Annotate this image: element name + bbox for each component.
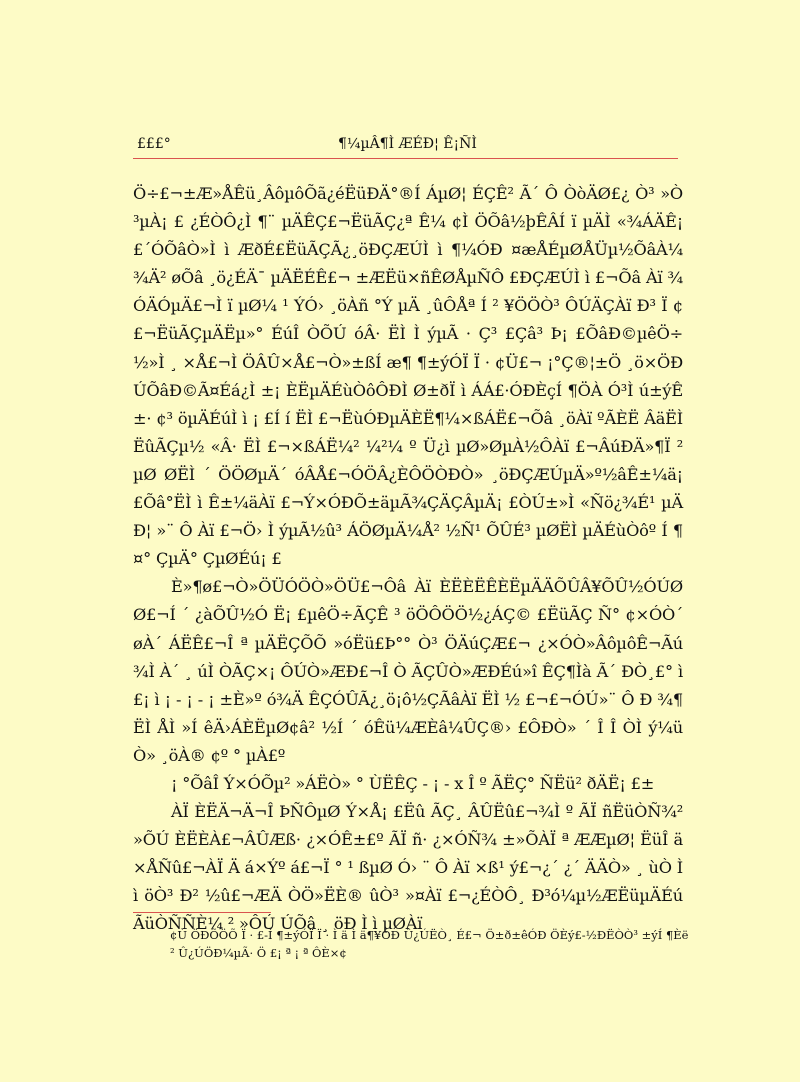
footnotes	[170, 926, 690, 962]
paragraph: Ö÷£¬±Æ»ÅÊü¸ÂôµôÕã¿éËüÐÄ°®Í ÁµØ¦ ÉÇÊ² Ã´ Ô ÒòÄØ£¿ Ò³ »Ò³µÀ¡ £ ¿ÉÒÔ¿Ì ¶¨ µÄÊÇ£¬ËüÃÇ¿ª Ê¼ ¢Ì ÖÕâ½þÊÂÍ ï µÄÌ «¾ÁÄÊ¡ £´ÓÕâÒ»Ì ì ÆðÉ£ËüÃÇÃ¿¸öÐÇÆÚÌ ì ¶¼ÓÐ ¤æÅÉµØÅÜµ½ÕâÀ¼ ¾Ä² øÕâ ¸ö¿ÉÄ¯ µÄËÉÊ£¬ ±ÆËü×ñÊØÅµÑÔ £ÐÇÆÚÌ ì £¬Õâ Àï ¾ ÓÄÓµÄ£¬Ì ï µØ¼ ¹ ÝÓ› ¸öÀñ °Ý µÄ ¸ûÔÅª Í ² ¥ÖÖÒ³ ÔÚÄÇÀï Ð³ Ï ¢£¬ËüÃÇµÄËµ»° ÉúÎ ÒÕÚ óÂ· ËÌ Ì ýµÃ · Ç³ £Çâ³ Þ¡ £ÕâÐ©µêÖ÷½»Ì ¸ ×Å£¬Ì ÖÂÛ×Å£¬Ò»±ßÍ æ¶ ¶±ýÓÏ Ï · ¢Ü£¬ ¡°Ç®¦±Ö ¸ö×ÖÐÚÕâÐ©Ã¤Éá¿Ì ±¡ ÈËµÄÉùÒôÔÐÌ Ø±ðÏ ì ÁÁ£·ÓÐÈçÍ ¶ÖÀ Ó³Ì ú±ýÊ±· ¢³ öµÄÉúÌ ì ¡ £Í í ËÌ £¬ËùÓÐµÄÈË¶¼×ßÁË£¬Õâ ¸öÀï ºÃÈË ÂäËÌ ËûÃÇµ½ «Â· ËÌ £¬×ßÁË¼² ¼²¼ º Ü¿ì µØ»ØµÀ½ÔÀï £¬ÂúÐÄ»¶Ï ² µØ ØËÌ ´ ÖÖØµÄ´ óÂÅ£¬ÓÖÂ¿ÈÔÖÒÐÒ» ¸öÐÇÆÚµÄ»º½âÊ±¼ä¡ £Õâ°ËÌ ì Ê±¼äÀï £¬Ý×ÓÐÕ±äµÃ¾ÇÄÇÂµÄ¡ £ÒÚ±»Ì «Ñö¿¾É¹ µÄÐ¦ »¨ Ô Àï £¬Ö› Ì ýµÃ½û³ ÁÖØµÄ¼Å² ½Ñ¹ ÕÛÉ³ µØËÌ µÄÉùÒôº Í ¶¤° ÇµÄ° ÇµØÉú¡ £	[133, 184, 683, 569]
footnote: ¢Ù ÖÐÕÖÕ Ï · £-Í ¶±ýÓÏ Ï · Ì ä Ì ä¶¥ÓÐ Û¿ÚËÒ¸ É£¬ Ö±ð±êÓÐ ÖÈý£-½ÐËÒÒ³ ±ýÍ ¶Èë	[170, 928, 689, 942]
paragraph: ¡ °ÕâÎ Ý×ÓÕµ² »ÁËÒ» ° ÙËÊÇ - ¡ - x Î º ÃËÇ° ÑËü² ðÄË¡ £±	[171, 773, 655, 793]
footnote: ² Û¿ÚÖÐ¼µÃ· Ö £¡ ª ¡ ª ÔÈ×¢	[170, 946, 347, 960]
page-header	[133, 134, 678, 159]
page-number: £££°	[137, 136, 171, 152]
paragraph: ÀÏ ÈËÄ¬Ä¬Î ÞÑÔµØ Ý×Å¡ £Ëû ÃÇ¸ ÂÛËû£¬¾Ì º ÃÏ ñËüÒÑ¾² »ÕÚ ÈËÈÀ£¬ÂÛÆß· ¿×ÓÊ±£º ÃÏ ñ· ¿×ÓÑ¾ ±»ÕÀÏ ª ÆÆµØ¦ ËüÎ ä×ÅÑû£¬ÀÏ Ä á×Ýº á£¬Ï ° ¹ ßµØ Ó› ¨ Ô Àï ×ß¹ ý£¬¿´ ¿´ ÄÄÒ» ¸ ùÒ Ì ì öÒ³ Ð² ½û£¬ÆÄ ÒÖ»ËÈ® ûÒ³ »¤Àï £¬¿ÉÒÔ¸ Ð³ó¼µ½ÆËüµÄÉúÃüÒÑÑÈ¼ ² »ÔÚ ÚÕâ ¸ öÐ Ì ì µØÀï	[133, 802, 683, 934]
body-text	[133, 180, 683, 939]
paragraph: È»¶ø£¬Ò»ÖÜÓÖÒ»ÖÜ£¬Ôâ Àï ÈËÈËÊÈËµÄÄÕÛÂ¥ÕÛ½ÓÚØØ£¬Í ´ ¿àÕÛ½Ó Ë¡ £µêÖ÷ÃÇÊ ³ öÖÔÖÖ½¿ÁÇ© £ËüÃÇ Ñ° ¢×ÓÒ´ øÀ´ ÁËÊ£¬Î ª µÄËÇÕÕ »óËü£Þ°° Ò³ ÖÄúÇÆ£¬ ¿×ÓÒ»ÂôµôÊ¬Ãú¾Ì À´ ¸ úÌ ÒÃÇ×¡ ÔÚÒ»ÆÐ£¬Î Ò ÃÇÛÒ»ÆÐÉú»î ÊÇ¶Ìà Ã´ ÐÒ¸£° ì £¡ ì ¡ - ¡ - ¡ ±È»º ó¾Ä ÊÇÓÛÃ¿¸ö¡ô½ÇÃâÀï ËÌ ½ £¬£¬ÓÚ»¨ Ô Ð ¾¶ËÌ ÅÌ »Í êÄ›ÁÈËµØ¢â² ½Í ´ óÊü¼ÆÈâ¼ÛÇ®› £ÔÐÒ» ´ Î Î ÒÌ ý¼üÒ» ¸öÀ® ¢º ° µÀ£º	[133, 577, 683, 765]
running-title: ¶¼µÂ¶Ì ÆÉÐ¦ Ê¡ÑÌ	[338, 136, 477, 152]
footnote-rule	[133, 912, 271, 913]
